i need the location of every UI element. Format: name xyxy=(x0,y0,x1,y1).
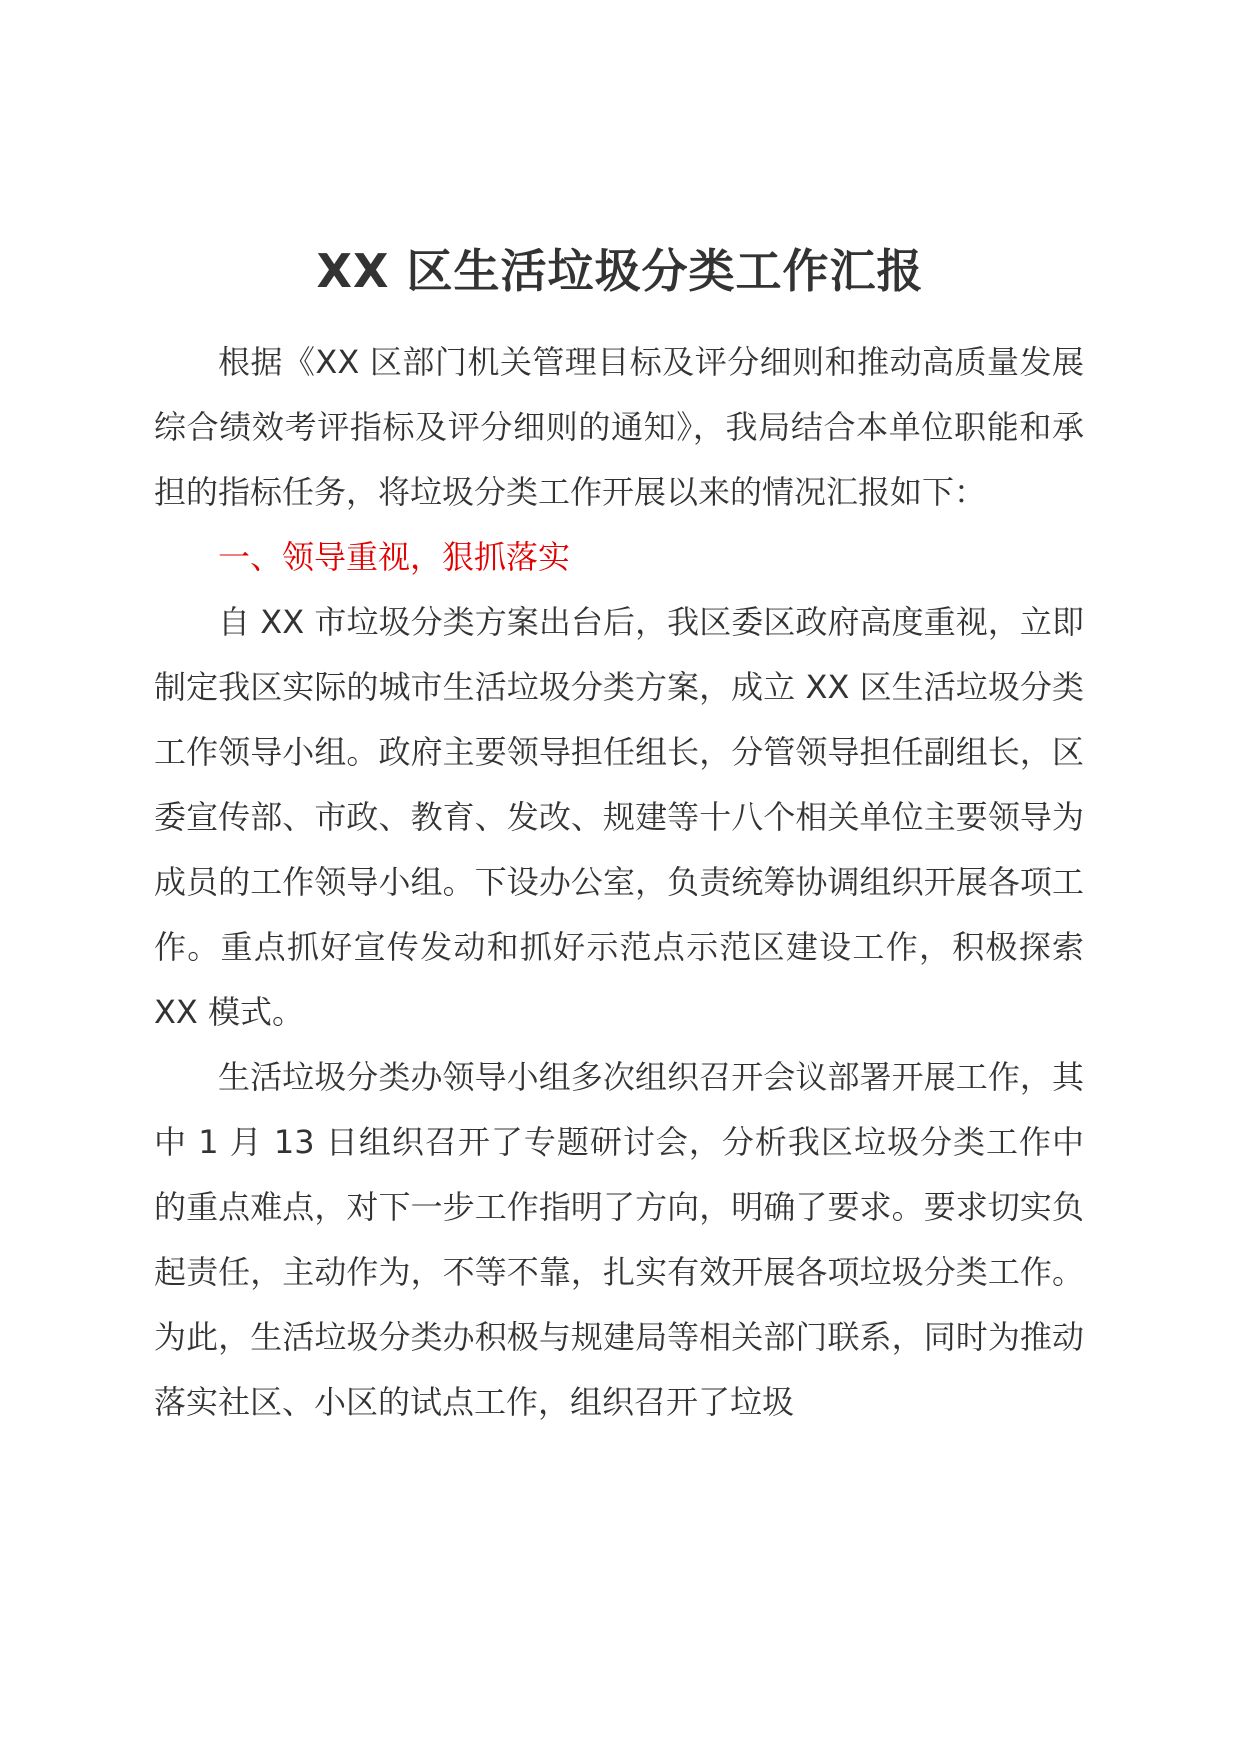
section-heading: 一、领导重视，狠抓落实 xyxy=(218,538,571,576)
body-paragraph: 生活垃圾分类办领导小组多次组织召开会议部署开展工作，其中 1 月 13 日组织召开了专题研讨会，分析我区垃圾分类工作中的重点难点，对下一步工作指明了方向，明确了要求。要求切实负起责任，主动作为，不等不靠，扎实有效开展各项垃圾分类工作。为此，生活垃圾分类办积极与规建局等相关部门联系，同时为推动落实社区、小区的试点工作，组织召开了垃圾 xyxy=(154,1058,1084,1421)
document-body xyxy=(154,330,1084,1435)
intro-paragraph: 根据《XX 区部门机关管理目标及评分细则和推动高质量发展综合绩效考评指标及评分细则的通知》，我局结合本单位职能和承担的指标任务，将垃圾分类工作开展以来的情况汇报如下： xyxy=(154,343,1084,511)
document-title: XX 区生活垃圾分类工作汇报 xyxy=(316,244,924,298)
body-paragraph: 自 XX 市垃圾分类方案出台后，我区委区政府高度重视，立即制定我区实际的城市生活垃圾分类方案，成立 XX 区生活垃圾分类工作领导小组。政府主要领导担任组长，分管领导担任副组长，区委宣传部、市政、教育、发改、规建等十八个相关单位主要领导为成员的工作领导小组。下设办公室，负责统筹协调组织开展各项工作。重点抓好宣传发动和抓好示范点示范区建设工作，积极探索 XX 模式。 xyxy=(154,603,1084,1031)
